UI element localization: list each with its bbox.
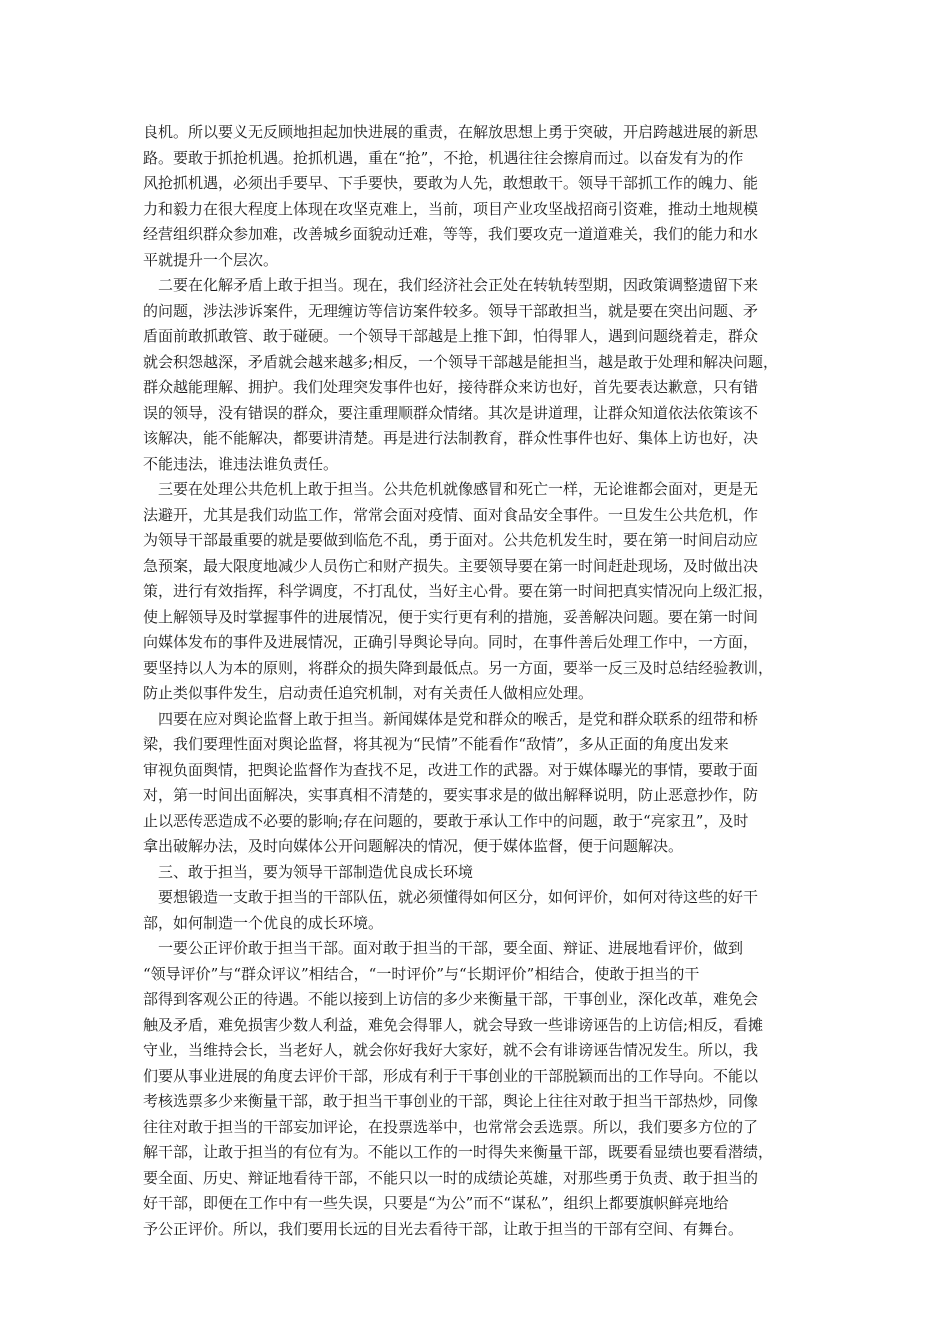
paragraph bbox=[143, 273, 815, 477]
paragraph bbox=[143, 936, 815, 1242]
text-line: 不能违法，谁违法谁负责任。 bbox=[143, 454, 339, 473]
text-line: 审视负面舆情，把舆论监督作为查找不足，改进工作的武器。对于媒体曝光的事情，要敢于面 bbox=[143, 760, 759, 779]
paragraph bbox=[143, 477, 815, 707]
text-line: 误的领导，没有错误的群众，要注重理顺群众情绪。其次是讲道理，让群众知道依法依策该不 bbox=[143, 403, 759, 422]
text-line: 解干部，让敢于担当的有位有为。不能以工作的一时得失来衡量干部，既要看显绩也要看潜绩， bbox=[143, 1143, 774, 1161]
text-line: 一要公正评价敢于担当干部。面对敢于担当的干部，要全面、辩证、进展地看评价，做到 bbox=[158, 939, 744, 957]
paragraph bbox=[143, 120, 815, 273]
paragraph bbox=[143, 707, 815, 860]
text-line: 部，如何制造一个优良的成长环境。 bbox=[143, 913, 384, 932]
text-line: 策，进行有效指挥，科学调度，不打乱仗，当好主心骨。要在第一时间把真实情况向上级汇报， bbox=[143, 582, 774, 600]
text-line: 守业，当维持会长，当老好人，就会你好我好大家好，就不会有诽谤诬告情况发生。所以，我 bbox=[143, 1041, 759, 1059]
text-line: 经营组织群众参加难，改善城乡面貌动迁难，等等，我们要攻克一道道难关，我们的能力和水 bbox=[143, 225, 759, 243]
text-line: 三要在处理公共危机上敢于担当。公共危机就像感冒和死亡一样，无论谁都会面对，更是无 bbox=[158, 480, 759, 498]
text-line: 触及矛盾，难免损害少数人利益，难免会得罪人，就会导致一些诽谤诬告的上访信;相反，看摊 bbox=[143, 1015, 764, 1034]
text-line: 路。要敢于抓抢机遇。抢抓机遇，重在“抢”，不抢，机遇往往会擦肩而过。以奋发有为的作 bbox=[143, 148, 744, 167]
text-line: 防止类似事件发生，启动责任追究机制，对有关责任人做相应处理。 bbox=[143, 684, 594, 702]
text-line: 向媒体发布的事件及进展情况，正确引导舆论导向。同时，在事件善后处理工作中，一方面， bbox=[143, 633, 759, 651]
text-line: 法避开，尤其是我们动监工作，常常会面对疫情、面对食品安全事件。一旦发生公共危机，作 bbox=[143, 505, 759, 524]
text-line: 止以恶传恶造成不必要的影响;存在问题的，要敢于承认工作中的问题，敢于“亮家丑”，及时 bbox=[143, 811, 749, 830]
text-line: 部得到客观公正的待遇。不能以接到上访信的多少来衡量干部，干事创业，深化改革，难免会 bbox=[143, 990, 759, 1008]
text-line: 拿出破解办法，及时向媒体公开问题解决的情况，便于媒体监督，便于问题解决。 bbox=[143, 837, 684, 855]
text-line: 风抢抓机遇，必须出手要早、下手要快，要敢为人先，敢想敢干。领导干部抓工作的魄力、能 bbox=[143, 174, 759, 192]
text-line: “领导评价”与“群众评议”相结合，“一时评价”与“长期评价”相结合，使敢于担当的干 bbox=[143, 964, 700, 983]
text-line: 就会积怨越深，矛盾就会越来越多;相反，一个领导干部越是能担当，越是敢于处理和解决问题， bbox=[143, 352, 779, 371]
text-line: 要全面、历史、辩证地看待干部，不能只以一时的成绩论英雄，对那些勇于负责、敢于担当的 bbox=[143, 1168, 759, 1187]
text-line: 二要在化解矛盾上敢于担当。现在，我们经济社会正处在转轨转型期，因政策调整遗留下来 bbox=[158, 276, 759, 294]
text-line: 三、敢于担当，要为领导干部制造优良成长环境 bbox=[158, 862, 474, 881]
paragraph bbox=[143, 885, 815, 936]
text-line: 对，第一时间出面解决，实事真相不清楚的，要实事求是的做出解释说明，防止恶意抄作，防 bbox=[143, 786, 759, 804]
text-line: 考核选票多少来衡量干部，敢于担当干事创业的干部，舆论上往往对敢于担当干部热炒，同像 bbox=[143, 1092, 759, 1110]
text-line: 往往对敢于担当的干部妄加评论，在投票选举中，也常常会丢选票。所以，我们要多方位的了 bbox=[143, 1117, 759, 1136]
text-line: 要坚持以人为本的原则，将群众的损失降到最低点。另一方面，要举一反三及时总结经验教训， bbox=[143, 658, 774, 677]
text-line: 的问题，涉法涉诉案件，无理缠访等信访案件较多。领导干部敢担当，就是要在突出问题、矛 bbox=[143, 301, 759, 320]
text-line: 四要在应对舆论监督上敢于担当。新闻媒体是党和群众的喉舌，是党和群众联系的纽带和桥 bbox=[158, 709, 759, 728]
text-line: 使上解领导及时掌握事件的进展情况，便于实行更有利的措施，妥善解决问题。要在第一时间 bbox=[143, 607, 759, 626]
text-line: 该解决，能不能解决，都要讲清楚。再是进行法制教育，群众性事件也好、集体上访也好，决 bbox=[143, 429, 759, 447]
text-line: 们要从事业进展的角度去评价干部，形成有利于干事创业的干部脱颖而出的工作导向。不能以 bbox=[143, 1066, 759, 1085]
paragraph bbox=[143, 860, 815, 886]
text-line: 为领导干部最重要的就是要做到临危不乱，勇于面对。公共危机发生时，要在第一时间启动应 bbox=[143, 531, 759, 549]
document-body bbox=[143, 120, 815, 1242]
text-line: 平就提升一个层次。 bbox=[143, 250, 279, 269]
text-line: 群众越能理解、拥护。我们处理突发事件也好，接待群众来访也好，首先要表达歉意，只有错 bbox=[143, 378, 759, 396]
text-line: 良机。所以要义无反顾地担起加快进展的重责，在解放思想上勇于突破，开启跨越进展的新思 bbox=[143, 123, 759, 141]
text-line: 好干部，即便在工作中有一些失误，只要是“为公”而不“谋私”，组织上都要旗帜鲜亮地给 bbox=[143, 1194, 729, 1212]
text-line: 盾面前敢抓敢管、敢于碰硬。一个领导干部越是上推下卸，怕得罪人，遇到问题绕着走，群众 bbox=[143, 327, 759, 345]
text-line: 力和毅力在很大程度上体现在攻坚克难上，当前，项目产业攻坚战招商引资难，推动土地规模 bbox=[143, 199, 759, 218]
text-line: 梁，我们要理性面对舆论监督，将其视为“民情”不能看作“敌情”，多从正面的角度出发来 bbox=[143, 735, 729, 753]
text-line: 予公正评价。所以，我们要用长远的目光去看待干部，让敢于担当的干部有空间、有舞台。 bbox=[143, 1219, 744, 1238]
text-line: 要想锻造一支敢于担当的干部队伍，就必须懂得如何区分，如何评价，如何对待这些的好干 bbox=[158, 888, 759, 906]
text-line: 急预案，最大限度地减少人员伤亡和财产损失。主要领导要在第一时间赶赴现场，及时做出决 bbox=[143, 556, 759, 575]
